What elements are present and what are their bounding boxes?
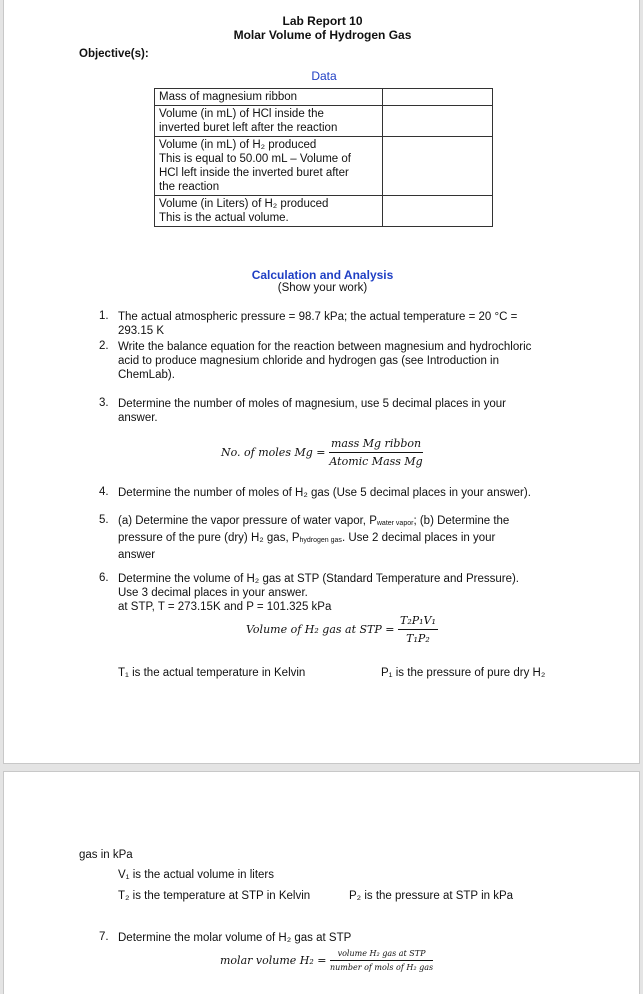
question-line: 293.15 K — [118, 325, 165, 337]
question-2 — [118, 340, 531, 382]
question-3 — [118, 397, 506, 425]
data-row — [155, 89, 493, 106]
formula-numerator: volume H₂ gas at STP — [330, 949, 433, 961]
data-value-cell[interactable] — [383, 89, 493, 106]
definition-p2: P₂ is the pressure at STP in kPa — [349, 890, 514, 902]
item-number: 7. — [99, 931, 109, 943]
data-label-line: Volume (in mL) of HCl inside the — [159, 108, 324, 120]
formula-volume-stp — [246, 614, 438, 645]
data-label-line: This is equal to 50.00 mL – Volume of — [159, 153, 351, 165]
calc-subheading: (Show your work) — [277, 282, 368, 294]
data-value-cell[interactable] — [383, 196, 493, 227]
question-line — [118, 514, 509, 531]
formula-numerator: T₂P₁V₁ — [398, 614, 438, 630]
objectives-label: Objective(s): — [79, 48, 149, 60]
data-label-line: the reaction — [159, 181, 220, 193]
formula-molar-volume — [220, 949, 433, 972]
question-text: (a) Determine the vapor pressure of water vapor, P — [118, 515, 377, 527]
subscript: hydrogen gas — [299, 537, 342, 544]
page-1 — [3, 0, 640, 764]
formula-moles-mg — [221, 437, 423, 468]
subscript: water vapor — [376, 520, 414, 527]
question-line — [118, 531, 509, 548]
formula-denominator: number of mols of H₂ gas — [329, 963, 434, 972]
data-label-cell — [155, 89, 383, 106]
data-label-cell — [155, 106, 383, 137]
question-line: Determine the number of moles of magnesium, use 5 decimal places in your — [118, 398, 506, 410]
data-label-line: Volume (in mL) of H₂ produced — [159, 139, 317, 151]
data-label-line: This is the actual volume. — [159, 212, 289, 224]
data-table — [154, 88, 493, 227]
item-number: 3. — [99, 397, 109, 409]
question-line: answer. — [118, 412, 158, 424]
calc-heading: Calculation and Analysis — [251, 268, 394, 282]
item-number: 2. — [99, 340, 109, 352]
data-label-line: HCl left inside the inverted buret after — [159, 167, 349, 179]
definition-t2: T₂ is the temperature at STP in Kelvin — [118, 890, 311, 902]
question-line: Determine the volume of H₂ gas at STP (Standard Temperature and Pressure). — [118, 573, 519, 585]
formula-fraction — [329, 437, 423, 468]
question-line: at STP, T = 273.15K and P = 101.325 kPa — [118, 601, 332, 613]
item-number: 1. — [99, 310, 109, 322]
definition-v1: V₁ is the actual volume in liters — [118, 869, 275, 881]
definition-p1: P₁ is the pressure of pure dry H₂ — [381, 667, 546, 679]
formula-denominator: Atomic Mass Mg — [329, 455, 423, 468]
definition-t1: T₁ is the actual temperature in Kelvin — [118, 667, 306, 679]
report-subtitle: Molar Volume of Hydrogen Gas — [233, 28, 412, 42]
data-label-cell — [155, 196, 383, 227]
data-row — [155, 196, 493, 227]
data-value-cell[interactable] — [383, 137, 493, 196]
question-line: Write the balance equation for the reaction between magnesium and hydrochloric — [118, 341, 532, 353]
item-number: 4. — [99, 486, 109, 498]
question-1 — [118, 310, 517, 338]
data-label-cell — [155, 137, 383, 196]
formula-lhs: molar volume H₂ = — [220, 954, 327, 967]
question-line: answer — [118, 549, 156, 561]
formula-numerator: mass Mg ribbon — [329, 437, 423, 453]
formula-fraction — [330, 949, 433, 972]
data-row — [155, 137, 493, 196]
question-7: Determine the molar volume of H₂ gas at STP — [118, 932, 352, 944]
question-text: ; (b) Determine the — [413, 515, 510, 527]
question-text: pressure of the pure (dry) H₂ gas, P — [118, 532, 300, 544]
page-2 — [3, 771, 640, 994]
data-row — [155, 106, 493, 137]
question-line: Use 3 decimal places in your answer. — [118, 587, 308, 599]
formula-denominator: T₁P₂ — [406, 632, 430, 645]
data-label-line: Mass of magnesium ribbon — [159, 91, 298, 103]
question-4: Determine the number of moles of H₂ gas (Use 5 decimal places in your answer). — [118, 487, 531, 499]
definition-p1-continued: gas in kPa — [79, 849, 133, 861]
question-line: The actual atmospheric pressure = 98.7 kPa; the actual temperature = 20 °C = — [118, 311, 518, 323]
question-5 — [118, 514, 509, 562]
data-label-line: inverted buret left after the reaction — [159, 122, 338, 134]
question-line: acid to produce magnesium chloride and hydrogen gas (see Introduction in — [118, 355, 500, 367]
data-heading: Data — [311, 69, 337, 83]
question-line: ChemLab). — [118, 369, 175, 381]
formula-fraction — [398, 614, 438, 645]
formula-lhs: Volume of H₂ gas at STP = — [246, 623, 395, 636]
item-number: 6. — [99, 572, 109, 584]
data-value-cell[interactable] — [383, 106, 493, 137]
item-number: 5. — [99, 514, 109, 526]
data-label-line: Volume (in Liters) of H₂ produced — [159, 198, 329, 210]
formula-lhs: No. of moles Mg = — [221, 446, 326, 459]
report-title: Lab Report 10 — [282, 14, 363, 28]
question-text: . Use 2 decimal places in your — [341, 532, 496, 544]
question-6 — [118, 572, 519, 614]
